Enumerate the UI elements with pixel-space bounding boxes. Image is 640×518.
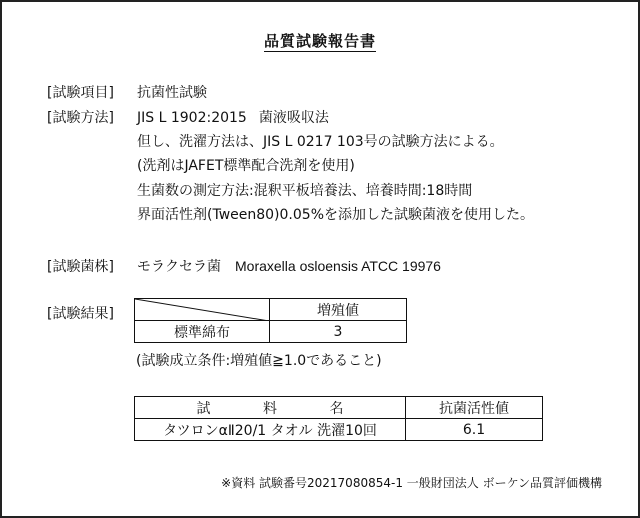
test-condition: (試験成立条件:増殖値≧1.0であること) [136, 353, 382, 369]
sample-table-sample-value: 6.1 [406, 419, 543, 441]
strain-name-latin: Moraxella osloensis [235, 258, 358, 274]
growth-table [134, 298, 407, 343]
growth-table-header: 増殖値 [270, 299, 407, 321]
test-method-standard-line [137, 107, 329, 127]
growth-table-row-label: 標準綿布 [135, 321, 270, 343]
strain-atcc: ATCC 19976 [361, 258, 441, 274]
test-method-line-1: 但し、洗濯方法は、JIS L 0217 103号の試験方法による。 [137, 134, 504, 150]
sample-table-header-value: 抗菌活性値 [406, 397, 543, 419]
footer-note: ※資料 試験番号20217080854-1 一般財団法人 ボーケン品質評価機構 [221, 476, 602, 490]
sample-table [134, 396, 543, 441]
test-strain-line [137, 256, 441, 276]
test-method-name: 菌液吸収法 [258, 110, 329, 126]
test-strain-label: [試験菌株] [47, 259, 114, 275]
sample-table-sample-name: タツロンαⅡ20/1 タオル 洗濯10回 [135, 419, 406, 441]
growth-table-row-value: 3 [270, 321, 407, 343]
test-method-line-4: 界面活性剤(Tween80)0.05%を添加した試験菌液を使用した。 [137, 207, 534, 223]
test-method-label: [試験方法] [47, 110, 114, 126]
report-title: 品質試験報告書 [263, 32, 376, 50]
diagonal-line-icon [135, 299, 269, 321]
growth-table-corner [135, 299, 270, 321]
test-item-label: [試験項目] [47, 85, 114, 101]
test-method-line-3: 生菌数の測定方法:混釈平板培養法、培養時間:18時間 [137, 183, 473, 199]
strain-name-ja: モラクセラ菌 [137, 258, 221, 274]
test-method-standard: JIS L 1902:2015 [137, 110, 247, 126]
test-item-value: 抗菌性試験 [137, 85, 207, 101]
sample-table-header-name: 試 料 名 [135, 397, 406, 419]
test-method-line-2: (洗剤はJAFET標準配合洗剤を使用) [137, 158, 355, 174]
test-result-label: [試験結果] [47, 306, 114, 322]
